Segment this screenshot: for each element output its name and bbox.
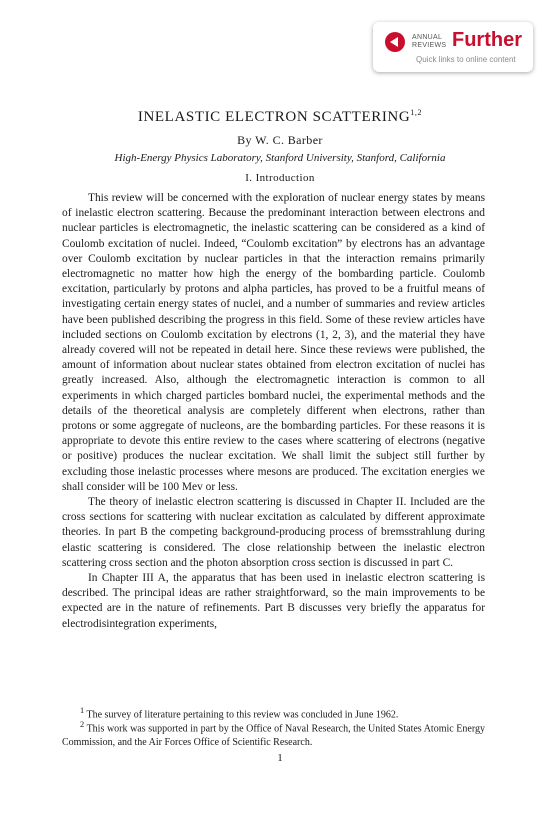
annual-reviews-logo-icon [385, 32, 405, 52]
footnote-mark: 1 [80, 706, 85, 715]
article-title [0, 108, 560, 126]
section-heading: I. Introduction [245, 172, 315, 184]
author-affiliation: High-Energy Physics Laboratory, Stanford University, Stanford, California [114, 152, 446, 164]
article-title-text: INELASTIC ELECTRON SCATTERING [137, 109, 411, 125]
page-number: 1 [277, 752, 283, 764]
author-byline: By W. C. Barber [237, 133, 323, 147]
further-label: Further [452, 29, 522, 51]
footnote-mark: 2 [80, 720, 85, 729]
body-text [62, 191, 485, 632]
quick-links-subtitle: Quick links to online content [416, 55, 516, 64]
brand-name-line1: ANNUAL [412, 34, 443, 41]
title-footnote-marks: 1,2 [410, 108, 423, 117]
paragraph: In Chapter III A, the apparatus that has been used in inelastic electron scattering is described. The principal ideas are rather straightforward, so the main improvements to be expected are in the nature of refinements. Part B discusses very briefly the apparatus for electrodisintegration experiments, [62, 572, 485, 630]
footnote-text: This work was supported in part by the Office of Naval Research, the United States Atomic Energy Commission, and the Air Forces Office of Scientific Research. [62, 723, 485, 748]
paragraph: The theory of inelastic electron scattering is discussed in Chapter II. Included are the cross sections for scattering with nuclear excitation as calculated by different approximate theories. In part B the competing background-producing process of bremsstrahlung during elastic scattering is considered. The close relationship between the inelastic electron scattering cross section and the photon absorption cross section is discussed in part C. [62, 496, 485, 569]
paragraph: This review will be concerned with the exploration of nuclear energy states by means of inelastic electron scattering. Because the predominant interaction between electrons and nuclear particles is electromagnetic, the inelastic scattering can be considered as a kind of Coulomb excitation of nuclei. Indeed, “Coulomb excitation” by electrons has an advantage over Coulomb excitation by nuclear particles in that the interaction remains primarily electromagnetic no matter how high the energy of the bombarding particle. Coulomb excitation, particularly by protons and alpha particles, has proved to be a fruitful means of investigating certain energy states of nuclei, and a number of summaries and review articles have been published describing the progress in this field. Some of these review articles have included sections on Coulomb excitation by electrons (1, 2, 3), and the material they have already covered will not be repeated in detail here. Since these reviews were published, the amount of information about nuclear states obtained from electron excitation of nuclei has greatly increased. Also, although the electromagnetic interaction is common to all experiments in which charged particles bombard nuclei, the experimental methods and the details of the theoretical analysis are completely different when electrons, rather than protons or some aggregate of nucleons, are the bombarding particles. For these reasons it is appropriate to devote this entire review to the cases where scattering of electrons (negative or positive) produces the nuclear excitation. We shall limit the subject still further by excluding those inelastic processes where mesons are produced. The excitation energies we shall consider will be 100 Mev or less. [62, 192, 485, 493]
further-quick-links-badge[interactable] [373, 22, 533, 72]
footnote-2 [62, 718, 485, 749]
brand-name-line2: REVIEWS [412, 42, 447, 49]
footnote-text: The survey of literature pertaining to this review was concluded in June 1962. [86, 709, 399, 721]
